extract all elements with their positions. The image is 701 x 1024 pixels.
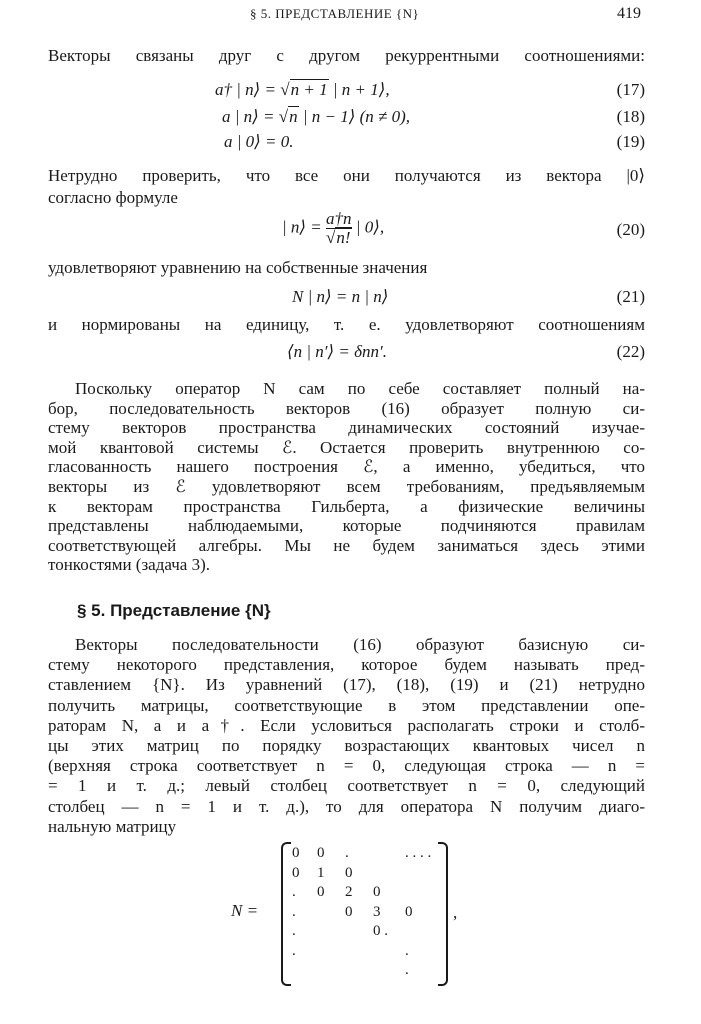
text-after-21: и нормированы на единицу, т. е. удовлетворяют соотношениям bbox=[48, 315, 645, 334]
paragraph-line: раторам N, a и a†. Если условиться располагать строки и столб- bbox=[48, 715, 645, 735]
paragraph-line: Векторы последовательности (16) образуют базисную си- bbox=[75, 635, 645, 654]
matrix-cell: 0 bbox=[292, 845, 300, 861]
matrix-cell: . bbox=[345, 845, 349, 861]
eq18-number: (18) bbox=[616, 107, 645, 126]
eq20-number: (20) bbox=[616, 220, 645, 239]
matrix-cell: 0 bbox=[405, 903, 413, 920]
matrix-cell: 0 bbox=[345, 903, 353, 920]
matrix-cell: . bbox=[405, 942, 409, 959]
matrix-cell: 0 bbox=[317, 884, 325, 900]
paragraph-line: к векторам пространства Гильберта, а физические величины bbox=[48, 496, 645, 516]
matrix-cell: 1 bbox=[317, 864, 325, 881]
matrix-cell: . bbox=[292, 942, 296, 959]
matrix-left-bracket bbox=[281, 842, 291, 986]
eq20-den-radicand: n! bbox=[336, 228, 351, 247]
eq19-text: a | 0⟩ = 0. bbox=[224, 132, 294, 151]
paragraph-line: Поскольку оператор N сам по себе составляет полный на- bbox=[75, 379, 645, 398]
eq22-number: (22) bbox=[616, 342, 645, 361]
matrix-cell: 0 bbox=[317, 845, 325, 861]
paragraph-line: столбец — n = 1 и т. д.), то для оператора N получим диаго- bbox=[48, 796, 645, 816]
paragraph-line: стему векторов пространства динамических состояний изучае- bbox=[48, 418, 645, 438]
eq21-number: (21) bbox=[616, 287, 645, 306]
matrix-right-bracket bbox=[438, 842, 448, 986]
paragraph-line: цы этих матриц по порядку возрастающих квантовых чисел n bbox=[48, 736, 645, 755]
paragraph-line: стему некоторого представления, которое будем называть пред- bbox=[48, 655, 645, 675]
matrix-cell: 0 bbox=[292, 864, 300, 881]
matrix-trailing-comma: , bbox=[453, 903, 458, 922]
paragraph-line: бор, последовательность векторов (16) образует полную си- bbox=[48, 398, 645, 418]
paragraph-line: ставлением {N}. Из уравнений (17), (18), (19) и (21) нетрудно bbox=[48, 675, 645, 695]
eq20-lhs: | n⟩ = bbox=[282, 217, 327, 237]
eq17-rhs: | n + 1⟩, bbox=[328, 80, 390, 99]
eq21-text: N | n⟩ = n | n⟩ bbox=[292, 287, 389, 306]
matrix-cell: . bbox=[292, 884, 296, 900]
eq17-number: (17) bbox=[616, 80, 645, 99]
eq20-numerator: a†n bbox=[326, 209, 352, 228]
text-after-20: удовлетворяют уравнению на собственные значения bbox=[48, 258, 428, 277]
matrix-cell: 0 bbox=[345, 864, 353, 881]
intro-line: Векторы связаны друг с другом рекуррентными соотношениями: bbox=[48, 46, 645, 65]
paragraph-line: представлены наблюдаемыми, которые подчиняются правилам bbox=[48, 516, 645, 536]
matrix-cell: . bbox=[292, 923, 296, 939]
section-heading: § 5. Представление {N} bbox=[77, 601, 271, 620]
paragraph-line: векторы из ℰ удовлетворяют всем требованиям, предъявляемым bbox=[48, 477, 645, 496]
text-after-19-line-1: Нетрудно проверить, что все они получаются из вектора |0⟩ bbox=[48, 166, 645, 185]
paragraph-line: мой квантовой системы ℰ. Остается проверить внутреннюю со- bbox=[48, 437, 645, 457]
eq18-radicand: n bbox=[289, 107, 298, 126]
eq17-lhs: a† | n⟩ = √ bbox=[215, 80, 290, 99]
eq18-rhs: | n − 1⟩ (n ≠ 0), bbox=[298, 107, 411, 126]
page-number: 419 bbox=[617, 5, 641, 22]
paragraph-line: соответствующей алгебры. Мы не будем заниматься здесь этими bbox=[48, 535, 645, 555]
paragraph-line: (верхняя строка соответствует n = 0, следующая строка — n = bbox=[48, 756, 645, 776]
paragraph-line: нальную матрицу bbox=[48, 816, 177, 836]
matrix-label: N = bbox=[231, 901, 259, 920]
eq17-radicand: n + 1 bbox=[290, 80, 328, 99]
matrix-cell: . bbox=[405, 962, 409, 978]
eq20-rhs: | 0⟩, bbox=[351, 217, 385, 237]
eq20-sqrt: √ bbox=[326, 228, 336, 247]
eq20-fraction bbox=[326, 210, 352, 247]
text-after-19-line-2: согласно формуле bbox=[48, 188, 178, 207]
paragraph-line: тонкостями (задача 3). bbox=[48, 555, 210, 575]
paragraph-line: = 1 и т. д.; левый столбец соответствует n = 0, следующий bbox=[48, 776, 645, 796]
matrix-cell: 2 bbox=[345, 884, 353, 900]
matrix-cell: 0 bbox=[373, 884, 381, 900]
eq19-number: (19) bbox=[616, 132, 645, 151]
matrix-cell: 3 bbox=[373, 903, 381, 920]
paragraph-line: гласованность нашего построения ℰ, а именно, убедиться, что bbox=[48, 457, 645, 477]
matrix-cell: . bbox=[292, 903, 296, 920]
matrix-cell: . . . . bbox=[405, 845, 432, 861]
paragraph-line: получить матрицы, соответствующие в этом представлении опе- bbox=[48, 695, 645, 715]
running-header: § 5. ПРЕДСТАВЛЕНИЕ {N} bbox=[250, 6, 420, 21]
eq22-text: ⟨n | n′⟩ = δnn′. bbox=[287, 342, 387, 361]
eq18-lhs: a | n⟩ = √ bbox=[222, 107, 289, 126]
matrix-cell: 0 . bbox=[373, 923, 388, 939]
